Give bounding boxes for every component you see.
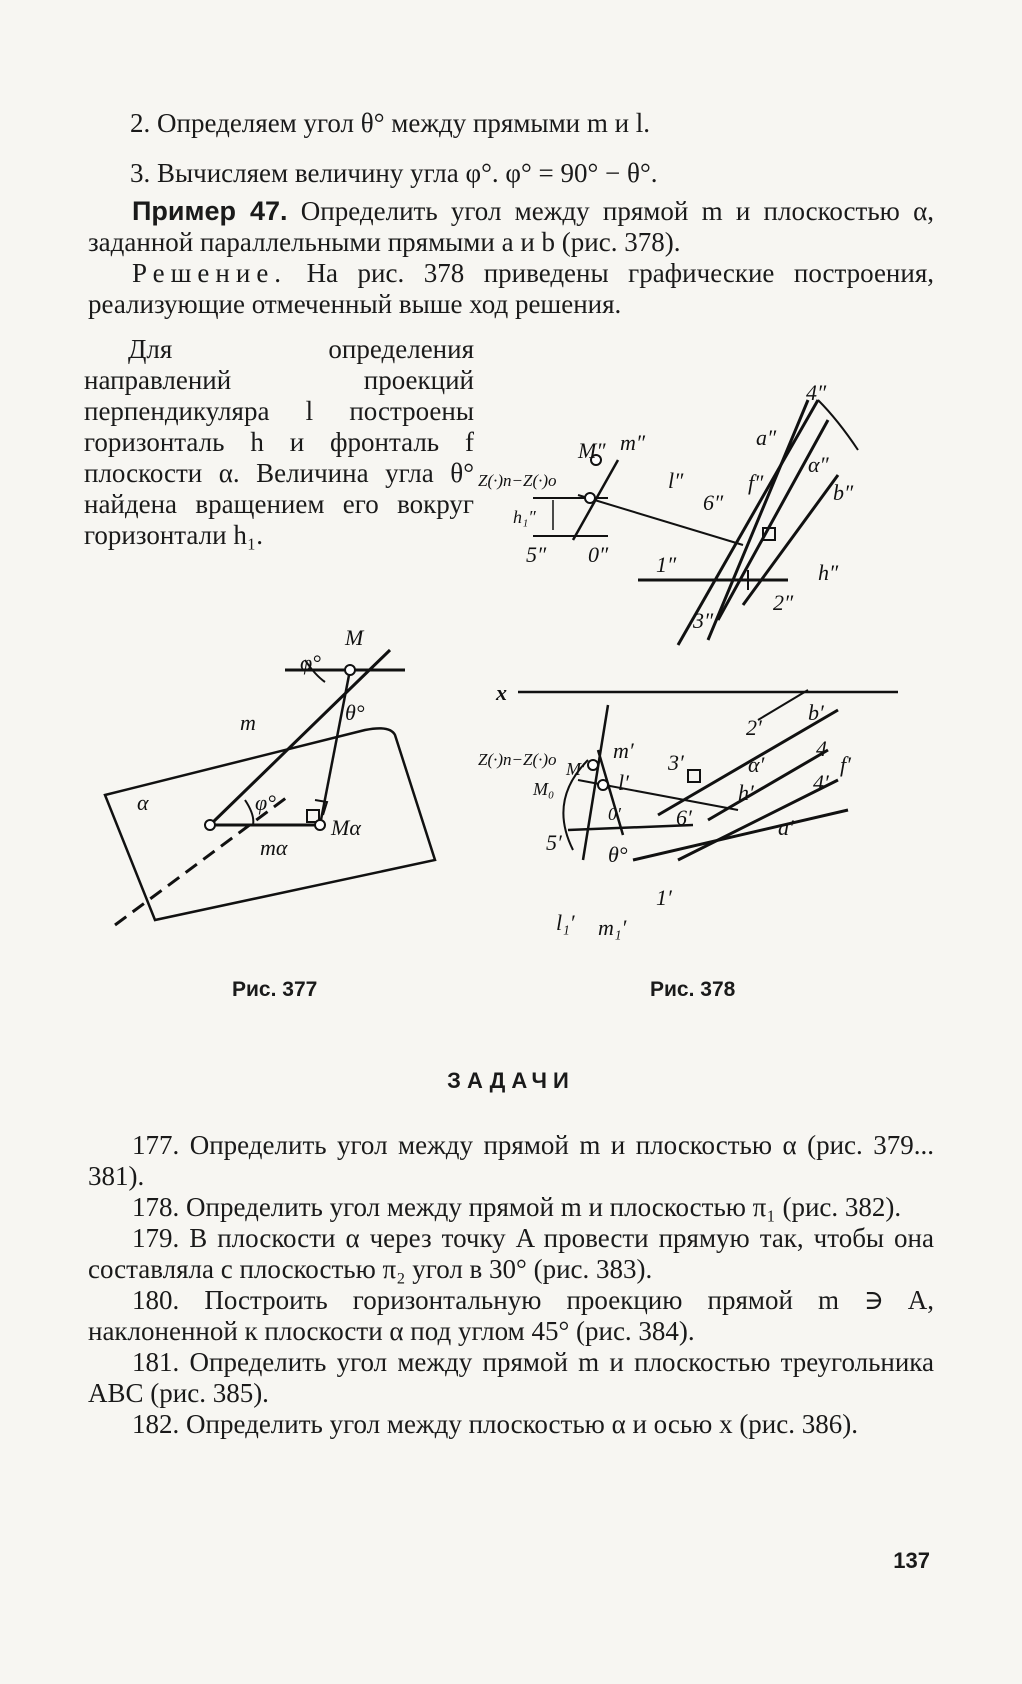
label-theta-378: θ° xyxy=(608,842,628,867)
problem-179: 179. В плоскости α через точку A провести прямую так, чтобы она составляла с плоскостью π₂ угол в 30° (рис. 383). xyxy=(88,1223,934,1284)
label-M-pp: M″ xyxy=(578,438,606,463)
label-M-p: M′ xyxy=(566,759,585,779)
problems-list xyxy=(88,1130,934,1440)
label-m-alpha: mα xyxy=(260,835,288,860)
label-4p: 4′ xyxy=(813,770,829,795)
label-l-p: l′ xyxy=(618,770,629,795)
label-m1-p: m₁′ xyxy=(598,915,627,940)
side-text: Для определения направлений проекций перпендикуляра l построены горизонталь h и фронталь f плоскости α. Величина угла θ° найдена вращением его вокруг горизонтали h₁. xyxy=(84,334,474,550)
label-m: m xyxy=(240,710,256,735)
problem-178: 178. Определить угол между прямой m и плоскостью π₁ (рис. 382). xyxy=(132,1192,902,1222)
label-a-p: a′ xyxy=(778,815,794,840)
label-h-p: h′ xyxy=(738,780,754,805)
label-3p: 3′ xyxy=(668,750,684,775)
label-5pp: 5″ xyxy=(526,542,547,567)
example-text: Определить угол между прямой m и плоскостью α, заданной параллельными прямыми a и b (рис. 378). xyxy=(88,196,934,257)
label-1pp: 1″ xyxy=(656,552,677,577)
label-theta: θ° xyxy=(345,700,365,725)
figure-378 xyxy=(478,380,930,950)
solution-label: Решение. xyxy=(132,258,288,288)
label-alpha-p: α′ xyxy=(748,752,765,777)
label-2p: 2′ xyxy=(746,715,762,740)
label-b-p: b′ xyxy=(808,700,824,725)
label-3pp: 3″ xyxy=(693,608,714,633)
solution-text: На рис. 378 приведены графические построения, реализующие отмеченный выше ход решения. xyxy=(88,258,935,319)
label-phi-top: φ° xyxy=(300,650,321,675)
label-f-pp: f″ xyxy=(748,470,764,495)
problem-181: 181. Определить угол между прямой m и плоскостью треугольника ABC (рис. 385). xyxy=(88,1347,934,1408)
label-m-p: m′ xyxy=(613,738,634,763)
label-6pp: 6″ xyxy=(703,490,724,515)
label-x-axis: x xyxy=(496,680,507,705)
label-h-pp: h″ xyxy=(818,560,839,585)
figure-377 xyxy=(95,620,470,950)
label-0p: 0′ xyxy=(608,804,621,824)
label-5p: 5′ xyxy=(546,830,562,855)
label-alpha: α xyxy=(137,790,149,815)
label-M-alpha: Mα xyxy=(331,815,361,840)
label-alpha-pp: α″ xyxy=(808,452,829,477)
label-M: M xyxy=(345,625,364,650)
page-number: 137 xyxy=(893,1548,930,1573)
example-label: Пример 47. xyxy=(132,196,288,226)
label-4: 4 xyxy=(816,736,827,761)
problem-177: 177. Определить угол между прямой m и плоскостью α (рис. 379... 381). xyxy=(88,1130,934,1191)
section-heading: ЗАДАЧИ xyxy=(447,1068,575,1093)
step-3: 3. Вычисляем величину угла φ°. φ° = 90° − θ°. xyxy=(130,158,658,188)
label-h1-pp: h₁″ xyxy=(513,507,536,527)
label-a-pp: a″ xyxy=(756,425,777,450)
label-z-bottom: Z(·)п−Z(·)о xyxy=(478,750,557,769)
label-z-top: Z(·)п−Z(·)о xyxy=(478,471,557,490)
step-2: 2. Определяем угол θ° между прямыми m и l. xyxy=(130,108,651,138)
label-6p: 6′ xyxy=(676,805,692,830)
label-f-p: f′ xyxy=(840,752,851,777)
label-2pp: 2″ xyxy=(773,590,794,615)
label-0pp: 0″ xyxy=(588,542,609,567)
label-4pp: 4″ xyxy=(806,380,827,405)
label-1p: 1′ xyxy=(656,885,672,910)
label-l1-p: l₁′ xyxy=(556,910,575,935)
problem-180: 180. Построить горизонтальную проекцию прямой m ∋ A, наклоненной к плоскости α под углом 45° (рис. 384). xyxy=(88,1285,934,1346)
example-47 xyxy=(88,196,934,320)
label-l-pp: l″ xyxy=(668,468,684,493)
label-phi: φ° xyxy=(255,790,276,815)
label-M0: M₀ xyxy=(533,779,555,799)
caption-378: Рис. 378 xyxy=(650,978,736,1001)
problem-182: 182. Определить угол между плоскостью α и осью x (рис. 386). xyxy=(132,1409,858,1439)
side-text-block xyxy=(84,334,474,551)
caption-377: Рис. 377 xyxy=(232,978,318,1001)
label-m-pp: m″ xyxy=(620,430,646,455)
label-b-pp: b″ xyxy=(833,480,854,505)
